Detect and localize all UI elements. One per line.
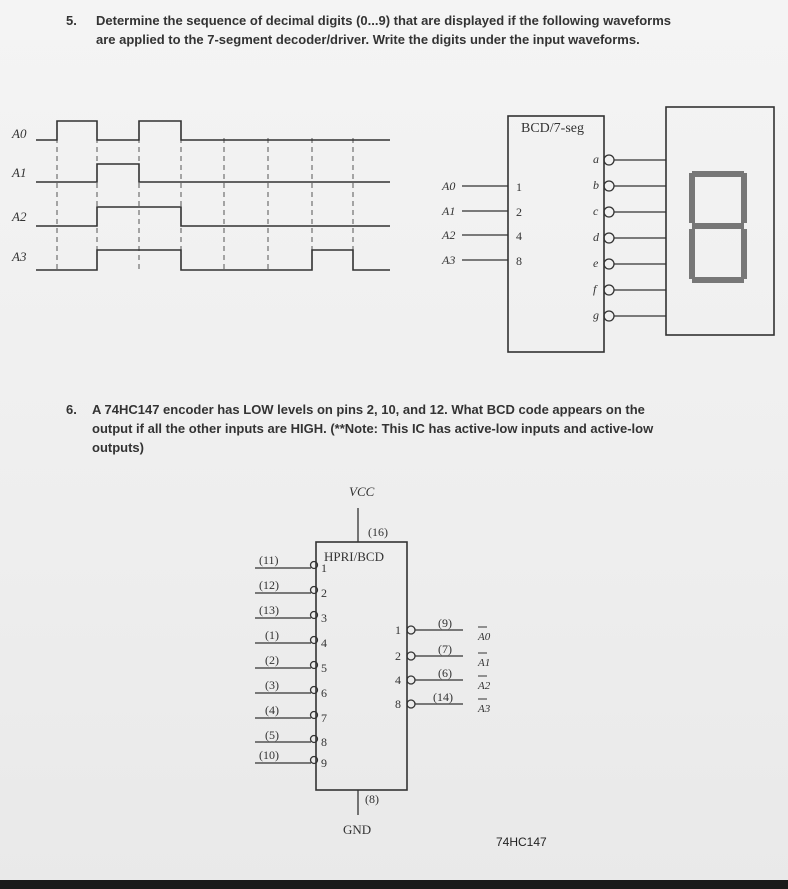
page-bottom-edge [0,880,788,889]
gnd-pin-number: (8) [365,792,379,806]
decoder-weight-4: 4 [516,229,522,243]
output-label-a1-bar: A1 [478,657,491,669]
input-pin-5: (5) [265,728,279,742]
input-pin-11: (11) [259,553,279,567]
encoder-block [316,542,407,790]
decoder-input-a1: A1 [442,204,456,218]
question-5-line-2: are applied to the 7-segment decoder/driver. Write the digits under the input waveforms. [96,32,640,47]
waveform-a0 [36,121,390,140]
question-5-number: 5. [66,13,77,28]
decoder-input-a3: A3 [442,253,456,267]
input-pin-2: (2) [265,653,279,667]
decoder-output-c: c [593,204,599,218]
encoder-title: HPRI/BCD [324,549,384,564]
input-pin-3: (3) [265,678,279,692]
decoder-weight-8: 8 [516,254,522,268]
waveform-a2 [36,207,390,226]
waveform-a3 [36,250,390,270]
question-6-line-2: output if all the other inputs are HIGH. (**Note: This IC has active-low inputs and active-low [92,421,654,436]
decoder-weight-1: 1 [516,180,522,194]
question-6-line-3: outputs) [92,440,144,455]
decoder-output-lines [604,155,666,321]
input-number-6: 6 [321,686,327,700]
input-number-8: 8 [321,735,327,749]
input-number-2: 2 [321,586,327,600]
segment-g [692,223,744,229]
waveform-label-a2: A2 [12,209,27,224]
output-weight-8: 8 [395,697,401,711]
decoder-title: BCD/7-seg [521,121,584,136]
waveform-label-a3: A3 [12,249,27,264]
decoder-weight-2: 2 [516,205,522,219]
input-number-7: 7 [321,711,327,725]
input-number-3: 3 [321,611,327,625]
segment-f [689,173,695,223]
seven-segment-display [666,107,774,335]
decoder-output-a: a [593,152,599,166]
output-label-a3-bar: A3 [478,703,491,715]
output-weight-2: 2 [395,649,401,663]
decoder-output-f: f [593,282,597,296]
decoder-output-b: b [593,178,599,192]
question-5-line-1: Determine the sequence of decimal digits (0...9) that are displayed if the following waveforms [96,13,672,28]
output-pin-9: (9) [438,616,452,630]
decoder-input-a0: A0 [442,179,456,193]
time-markers [57,138,353,272]
input-pin-13: (13) [259,603,279,617]
output-pin-6: (6) [438,666,452,680]
question-6-number: 6. [66,402,77,417]
output-pin-14: (14) [433,690,453,704]
seven-segment-digit [689,171,747,283]
gnd-label: GND [343,822,372,837]
input-number-9: 9 [321,756,327,770]
segment-b [741,173,747,223]
segment-c [741,229,747,279]
waveform-label-a0: A0 [12,126,27,141]
segment-e [689,229,695,279]
input-waveforms [0,110,400,290]
waveform-a1 [36,164,390,182]
waveform-label-a1: A1 [12,165,27,180]
segment-d [692,277,744,283]
input-pin-10: (10) [259,748,279,762]
decoder-input-a2: A2 [442,228,456,242]
decoder-output-d: d [593,230,599,244]
vcc-label: VCC [349,484,375,499]
input-pin-1: (1) [265,628,279,642]
decoder-output-g: g [593,308,599,322]
output-pin-7: (7) [438,642,452,656]
output-label-a2-bar: A2 [478,680,491,692]
input-pin-4: (4) [265,703,279,717]
output-label-a0-bar: A0 [478,631,491,643]
decoder-output-e: e [593,256,599,270]
output-weight-1: 1 [395,623,401,637]
bcd-7seg-decoder-diagram [425,105,788,360]
question-6-text [92,400,653,457]
vcc-pin-number: (16) [368,525,388,539]
question-5-text [96,11,671,49]
decoder-block [508,116,604,352]
input-number-5: 5 [321,661,327,675]
output-weight-4: 4 [395,673,401,687]
encoder-74hc147-diagram [245,480,545,840]
question-6-line-1: A 74HC147 encoder has LOW levels on pins 2, 10, and 12. What BCD code appears on the [92,402,645,417]
part-number-label: 74HC147 [496,835,547,849]
segment-a [692,171,744,177]
input-number-1: 1 [321,561,327,575]
input-pin-12: (12) [259,578,279,592]
input-number-4: 4 [321,636,327,650]
